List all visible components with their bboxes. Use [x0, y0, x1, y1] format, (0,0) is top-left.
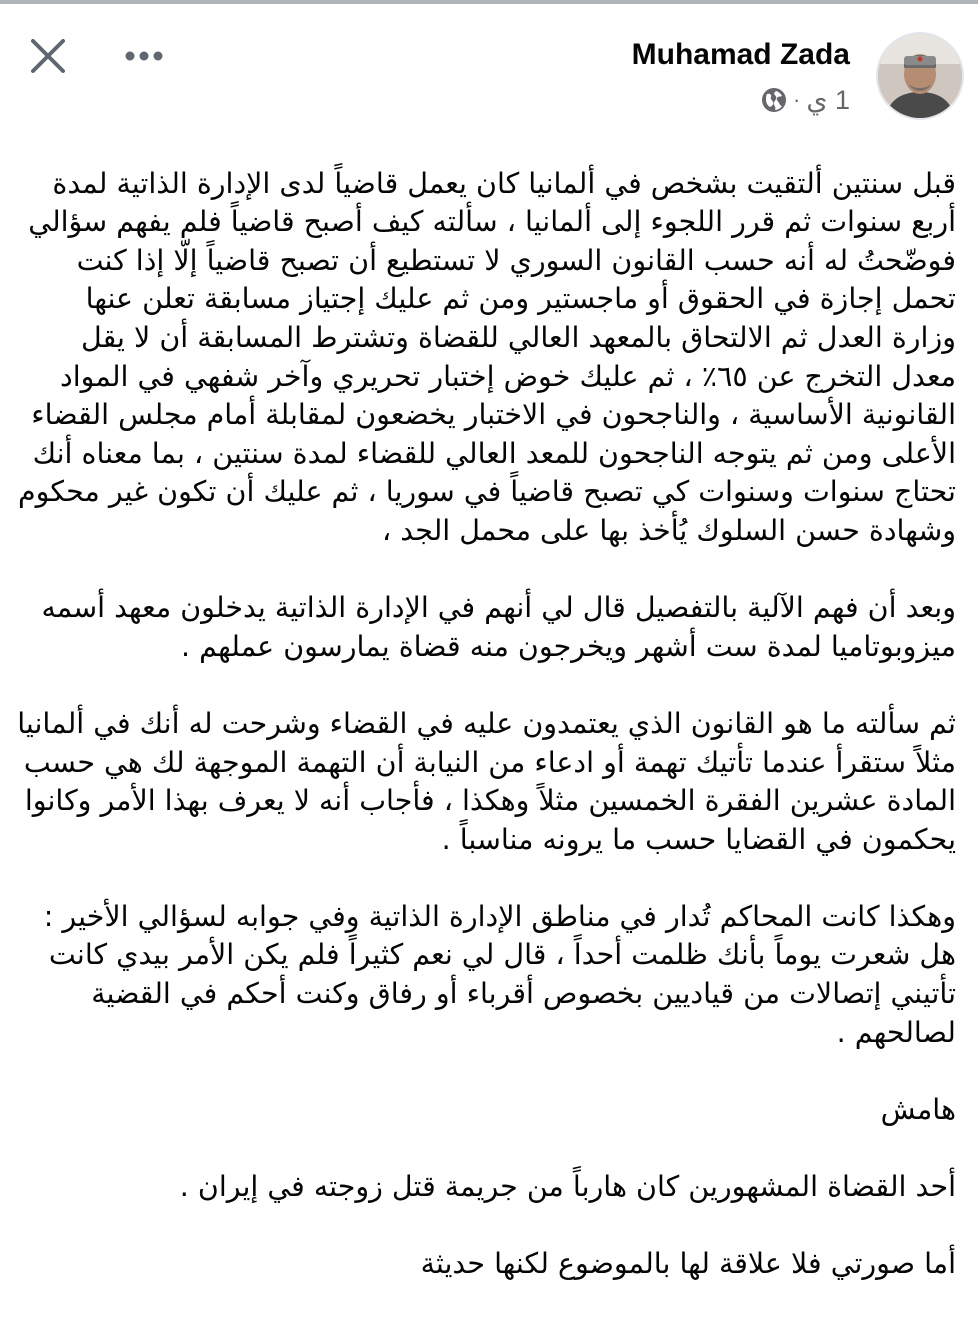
- avatar[interactable]: [876, 32, 964, 120]
- post-paragraph: أما صورتي فلا علاقة لها بالموضوع لكنها حديثة: [420, 1247, 956, 1281]
- close-icon: [26, 34, 70, 78]
- more-options-button[interactable]: [122, 39, 166, 73]
- post-text: [16, 126, 956, 1322]
- post-paragraph: وبعد أن فهم الآلية بالتفصيل قال لي أنهم في الإدارة الذاتية يدخلون معهد أسمه ميزوبوتاميا لمدة ست أشهر ويخرجون منه قضاة يمارسون عملهم .: [41, 591, 956, 663]
- post-paragraph: أحد القضاة المشهورين كان هارباً من جريمة قتل زوجته في إيران .: [179, 1170, 956, 1204]
- post-meta: [761, 84, 850, 116]
- post-header: [0, 4, 978, 122]
- meta-separator: ·: [793, 87, 801, 112]
- post-paragraph: هامش: [880, 1092, 956, 1126]
- post-paragraph: ثم سألته ما هو القانون الذي يعتمدون عليه في القضاء وشرحت له أنك في ألمانيا مثلاً ستقرأ عندما تأتيك تهمة أو ادعاء من النيابة أن التهمة الموجهة لك هي حسب المادة عشرين الفقرة الخمسين مثلاً وهكذا ، فأجاب أنه لا يعرف بهذا الأمر وكانوا يحكمون في القضايا حسب ما يرونه مناسباً .: [17, 706, 956, 856]
- post-paragraph: قبل سنتين ألتقيت بشخص في ألمانيا كان يعمل قاضياً لدى الإدارة الذاتية لمدة أربع سنوات ثم قرر اللجوء إلى ألمانيا ، سألته كيف أصبح قاضياً فلم يفهم سؤالي فوضّحتُ له أنه حسب القانون السوري لا تستطيع أن تصبح قاضياً إلّا إذا كنت تحمل إجازة في الحقوق أو ماجستير ومن ثم عليك إجتياز مسابقة تعلن عنها وزارة العدل ثم الالتحاق بالمعهد العالي للقضاة وتشترط المسابقة أن لا يقل معدل التخرج عن ٦٥٪ ، ثم عليك خوض إختبار تحريري وآخر شفهي في المواد القانونية الأساسية ، والناجحون في الاختبار يخضعون لمقابلة أمام مجلس القضاء الأعلى ومن ثم يتوجه الناجحون للمعد العالي للقضاء لمدة سنتين ، بما معناه أنك تحتاج سنوات وسنوات كي تصبح قاضياً في سوريا ، ثم عليك أن تكون غير محكوم وشهادة حسن السلوك يُأخذ بها على محمل الجد ،: [18, 166, 956, 547]
- globe-icon: [761, 87, 787, 113]
- post-paragraph: وهكذا كانت المحاكم تُدار في مناطق الإدارة الذاتية وفي جوابه لسؤالي الأخير : هل شعرت يوماً بأنك ظلمت أحداً ، قال لي نعم كثيراً فلم يكن الأمر بيدي كانت تأتيني إتصالات من قياديين بخصوص أقرباء أو رفاق وكنت أحكم في القضية لصالحهم .: [43, 899, 956, 1049]
- post-timestamp[interactable]: 1 ي: [806, 84, 850, 115]
- more-horizontal-icon: [122, 39, 166, 73]
- close-button[interactable]: [26, 34, 70, 78]
- author-name[interactable]: Muhamad Zada: [631, 38, 850, 71]
